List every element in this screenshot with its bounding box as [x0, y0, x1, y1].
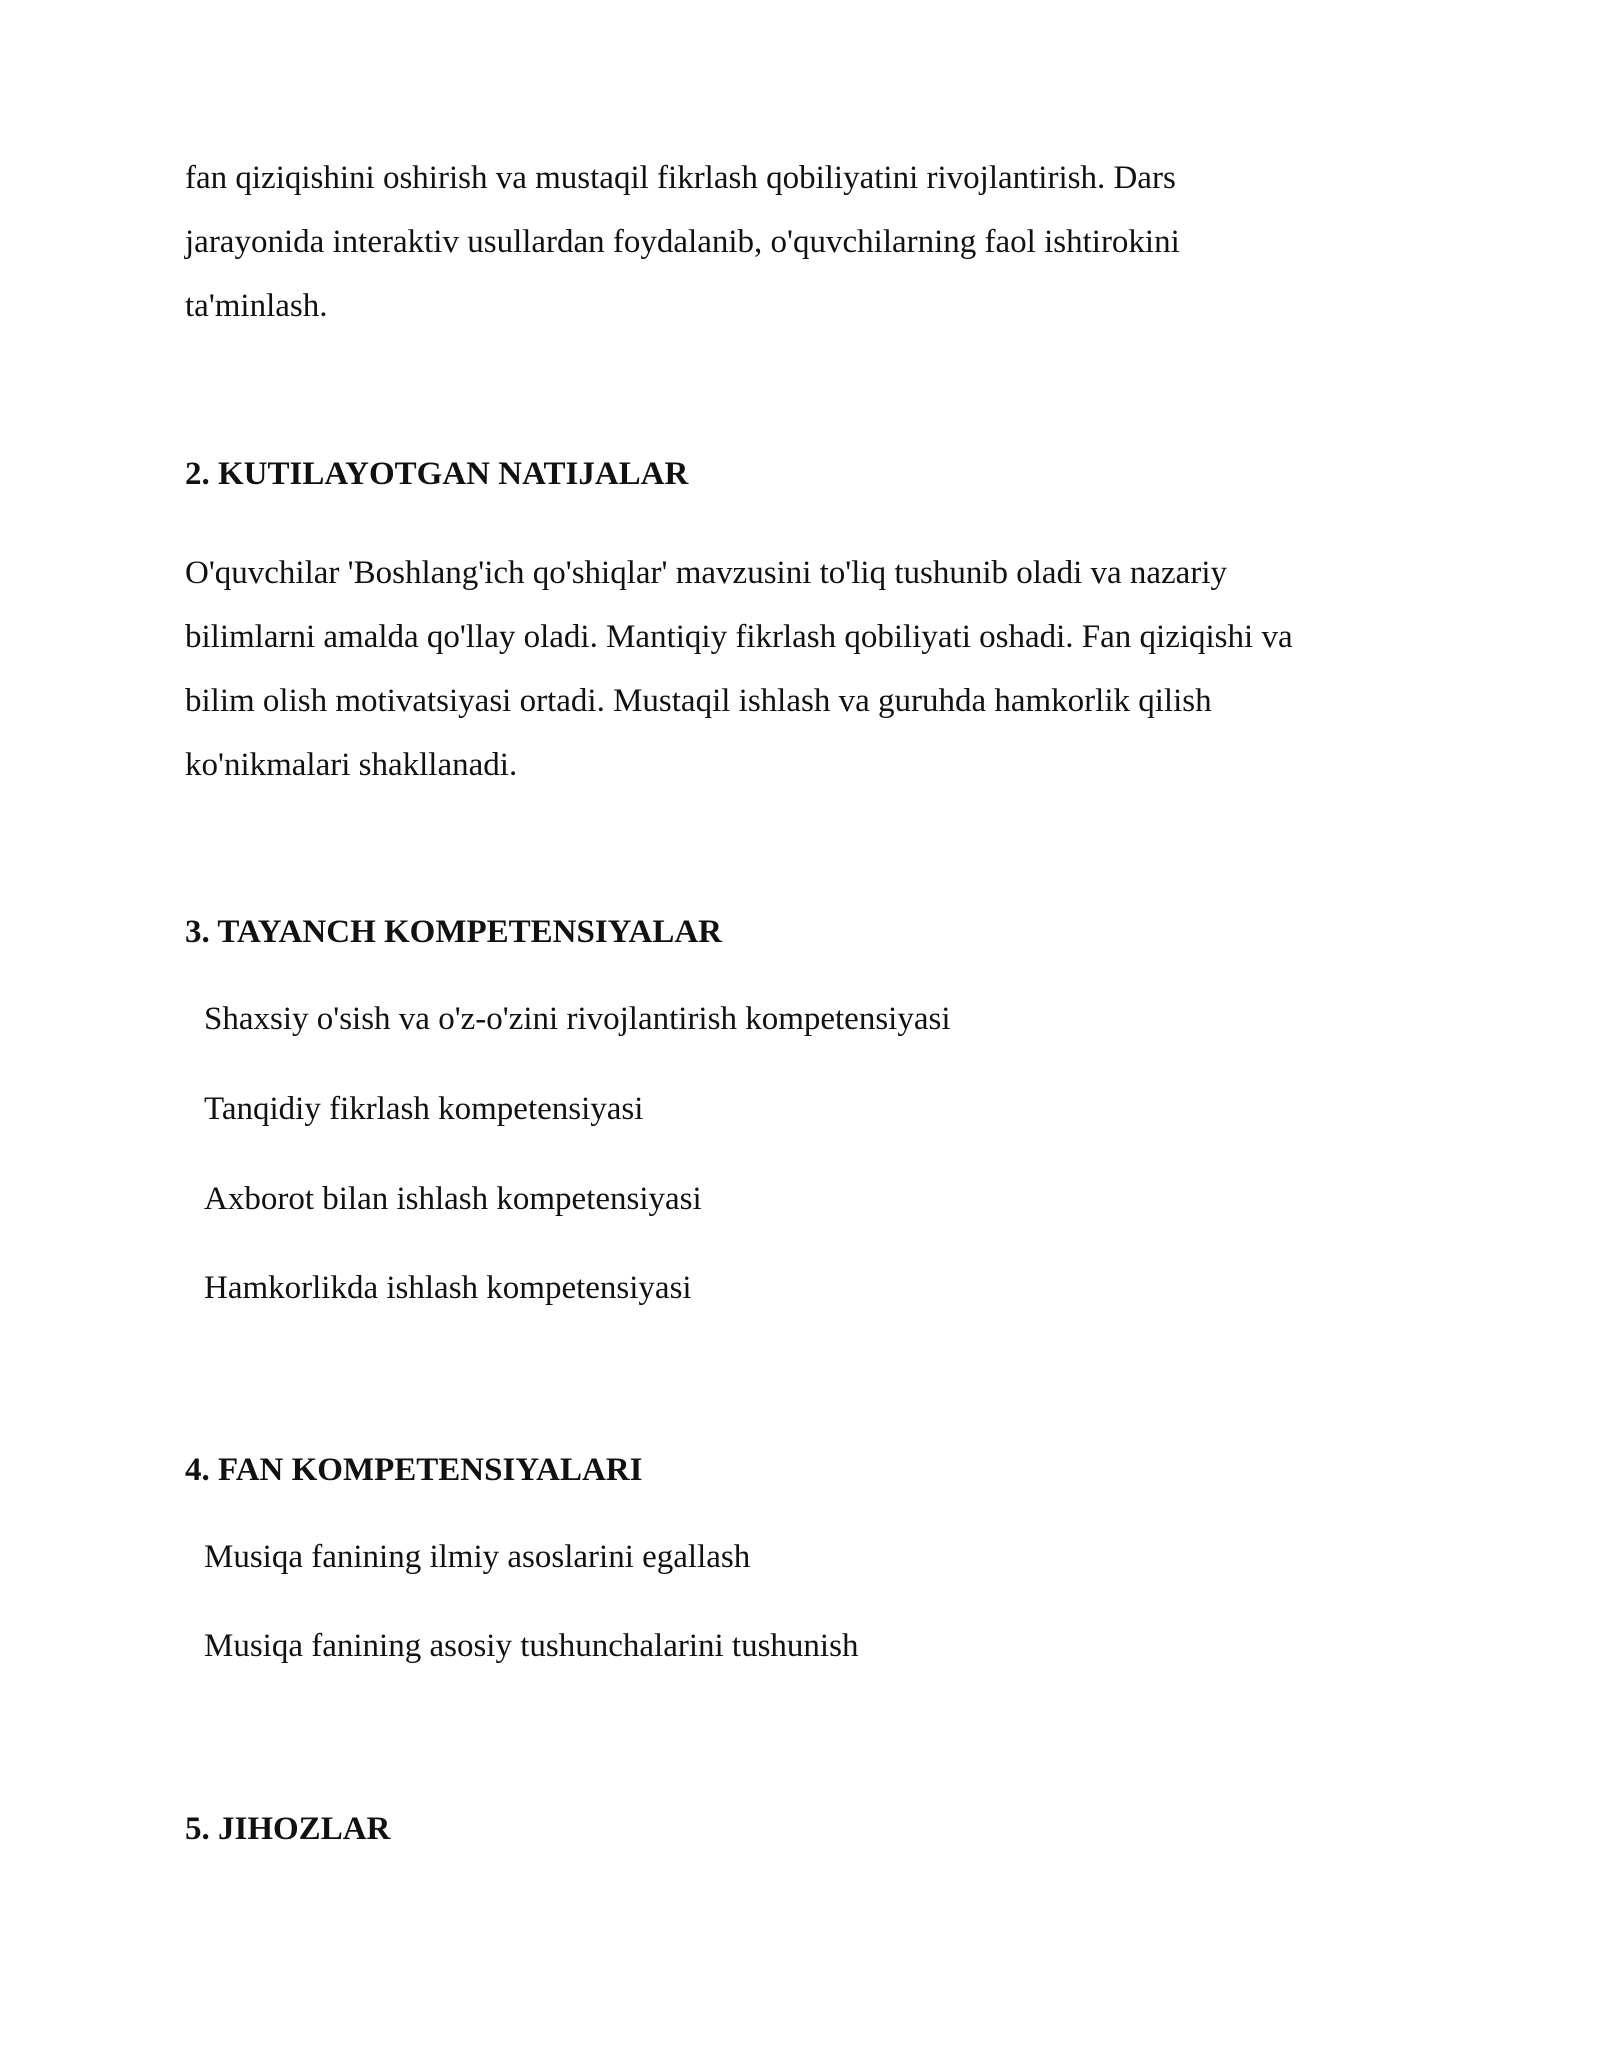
intro-line: ta'minlash. — [185, 288, 328, 324]
section-heading-jihozlar: 5. JIHOZLAR — [185, 1811, 391, 1847]
list-item: Tanqidiy fikrlash kompetensiyasi — [204, 1091, 644, 1127]
section2-line: ko'nikmalari shakllanadi. — [185, 747, 518, 783]
section2-line: O'quvchilar 'Boshlang'ich qo'shiqlar' mavzusini to'liq tushunib oladi va nazariy — [185, 555, 1227, 591]
section-heading-kutilayotgan-natijalar: 2. KUTILAYOTGAN NATIJALAR — [185, 456, 689, 492]
section-heading-fan-kompetensiyalari: 4. FAN KOMPETENSIYALARI — [185, 1452, 643, 1488]
list-item: Axborot bilan ishlash kompetensiyasi — [204, 1181, 702, 1217]
intro-line: jarayonida interaktiv usullardan foydalanib, o'quvchilarning faol ishtirokini — [185, 224, 1180, 260]
list-item: Shaxsiy o'sish va o'z-o'zini rivojlantirish kompetensiyasi — [204, 1001, 951, 1037]
list-item: Musiqa fanining asosiy tushunchalarini tushunish — [204, 1628, 859, 1664]
list-item: Hamkorlikda ishlash kompetensiyasi — [204, 1270, 692, 1306]
section-heading-tayanch-kompetensiyalar: 3. TAYANCH KOMPETENSIYALAR — [185, 914, 722, 950]
list-item: Musiqa fanining ilmiy asoslarini egallash — [204, 1539, 751, 1575]
intro-line: fan qiziqishini oshirish va mustaqil fikrlash qobiliyatini rivojlantirish. Dars — [185, 160, 1176, 196]
section2-line: bilim olish motivatsiyasi ortadi. Mustaqil ishlash va guruhda hamkorlik qilish — [185, 683, 1212, 719]
section2-line: bilimlarni amalda qo'llay oladi. Mantiqiy fikrlash qobiliyati oshadi. Fan qiziqishi va — [185, 619, 1293, 655]
